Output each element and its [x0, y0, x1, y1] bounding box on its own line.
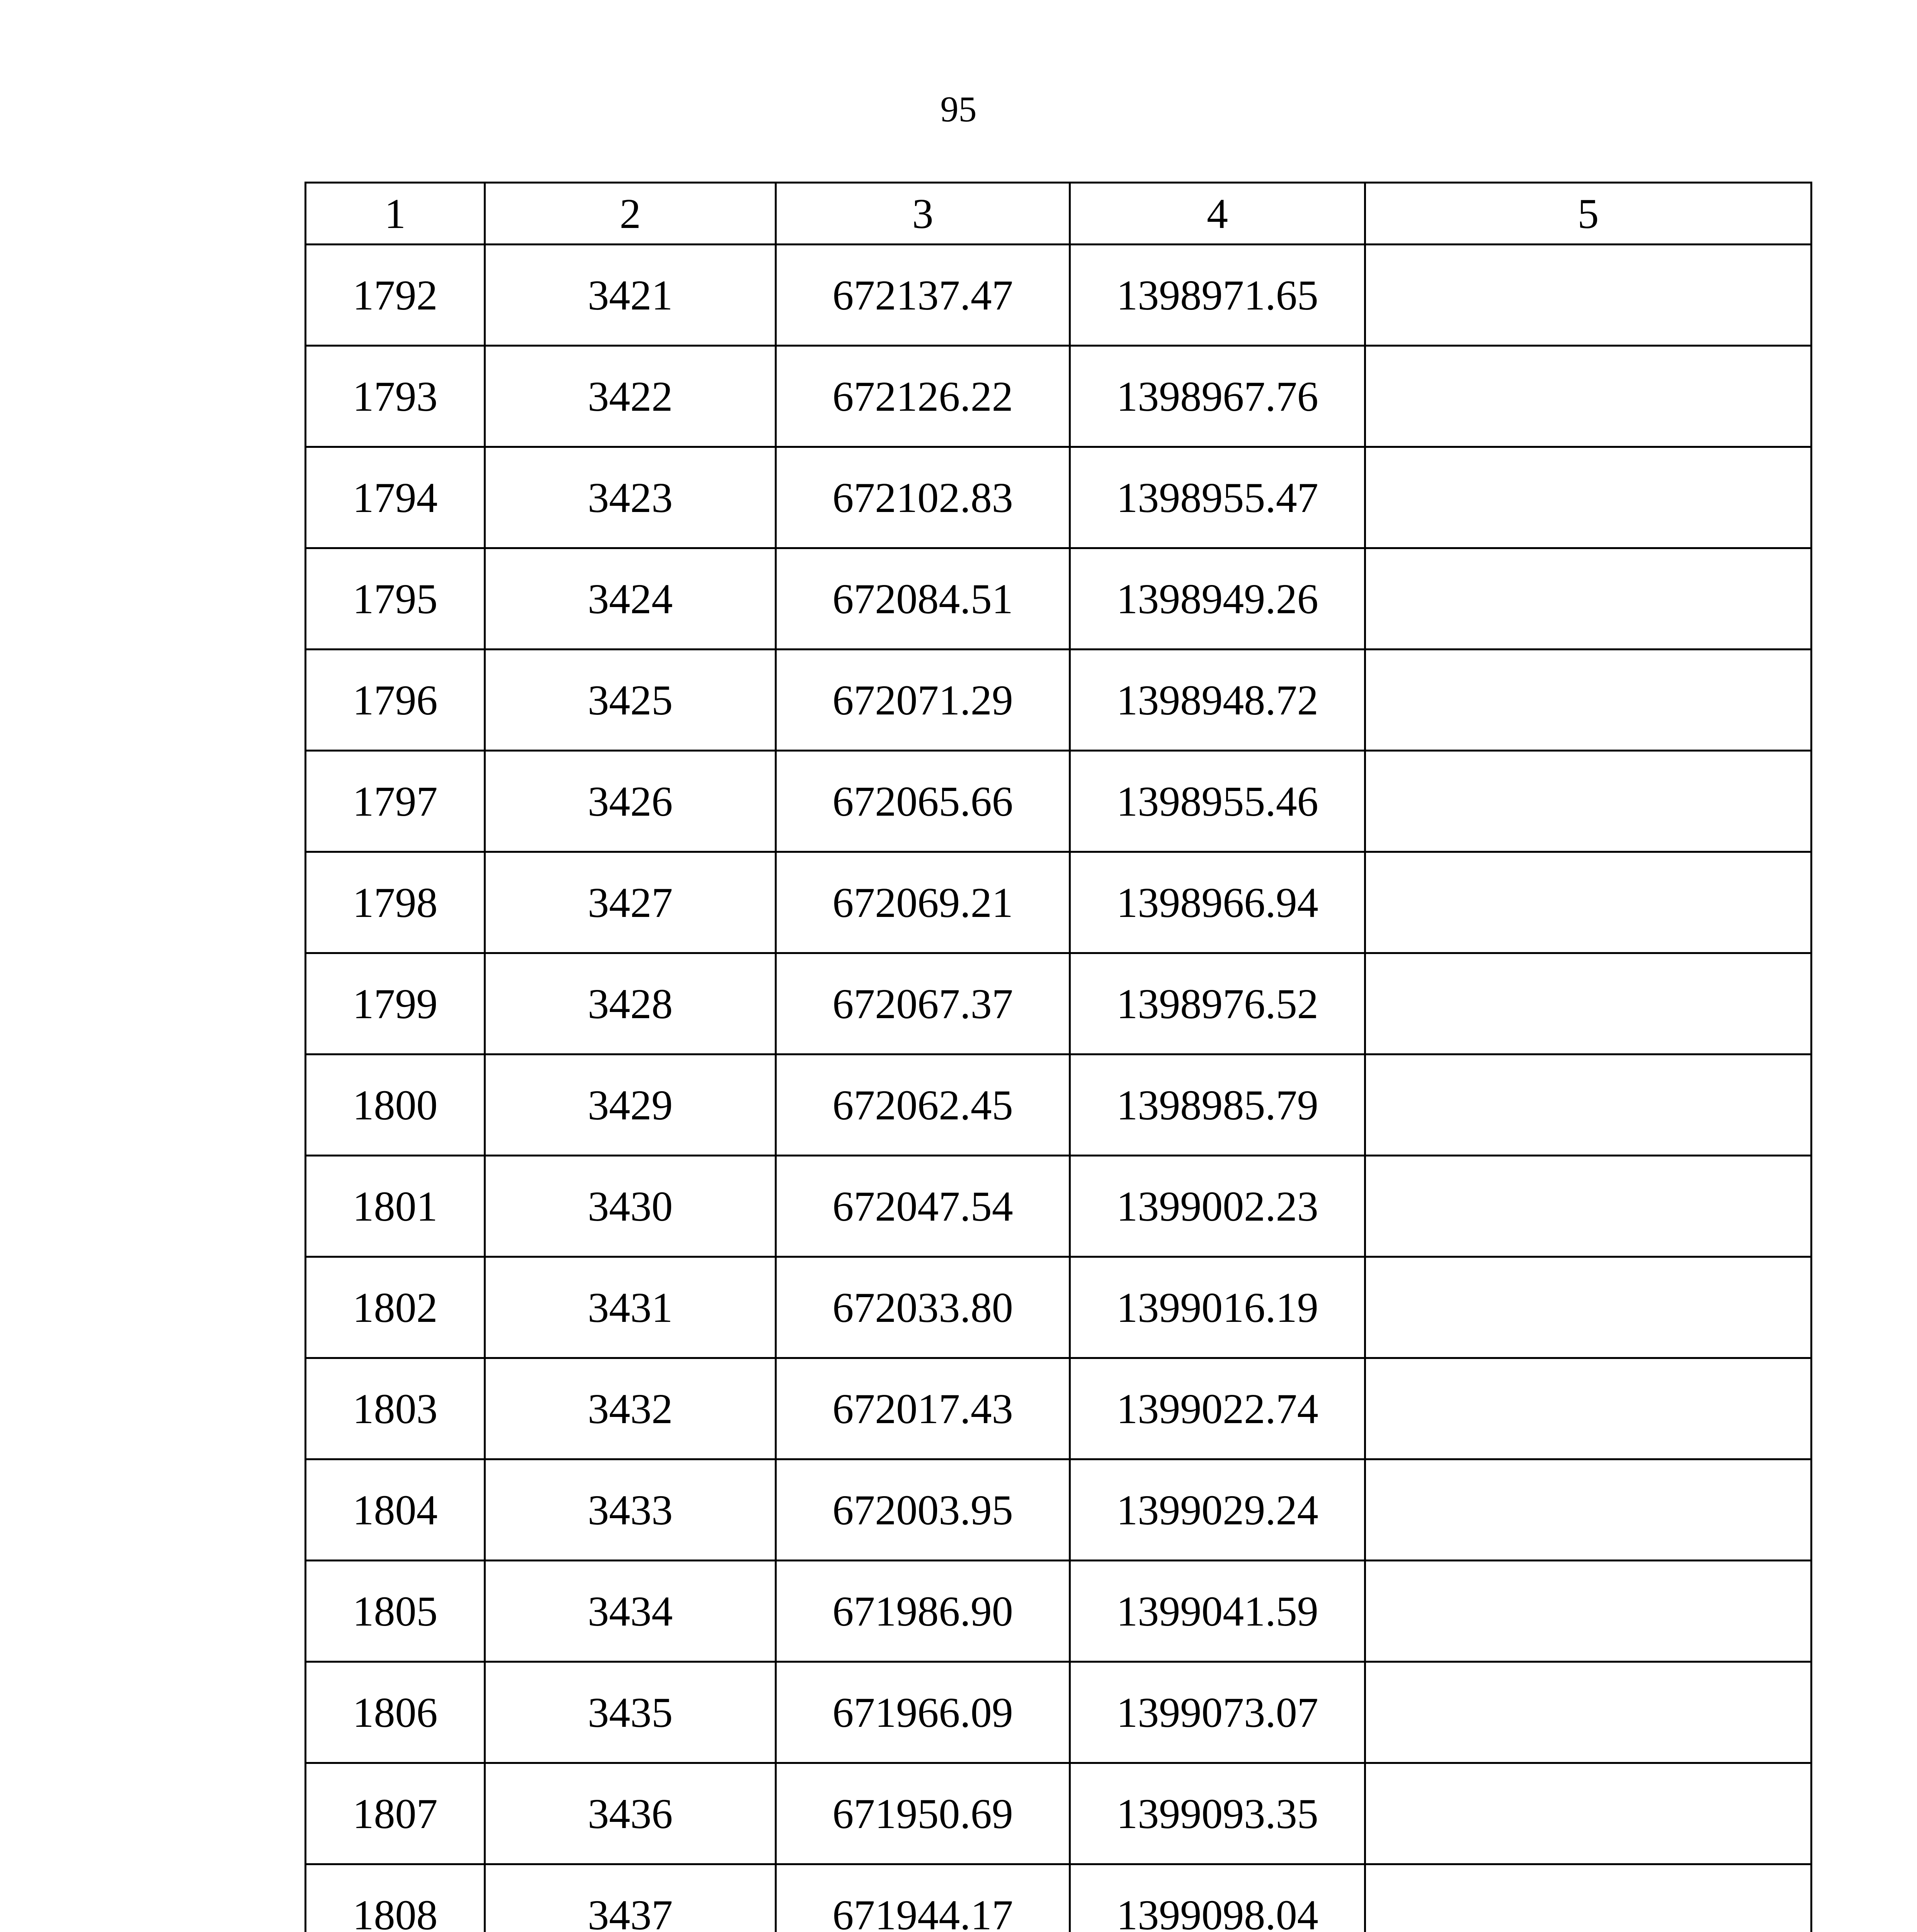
cell-station: 3431 [485, 1257, 776, 1358]
header-row [306, 183, 1812, 245]
table-row [306, 1662, 1812, 1763]
column-header-1: 1 [306, 183, 485, 245]
cell-point-number: 1796 [306, 650, 485, 751]
cell-station: 3427 [485, 852, 776, 953]
cell-x-coordinate: 672017.43 [776, 1358, 1070, 1459]
cell-notes [1365, 548, 1812, 650]
cell-point-number: 1808 [306, 1864, 485, 1932]
cell-notes [1365, 1054, 1812, 1156]
cell-notes [1365, 346, 1812, 447]
table-row [306, 1763, 1812, 1864]
cell-y-coordinate: 1398955.47 [1070, 447, 1365, 548]
cell-y-coordinate: 1398966.94 [1070, 852, 1365, 953]
cell-station: 3421 [485, 245, 776, 346]
cell-x-coordinate: 672126.22 [776, 346, 1070, 447]
cell-x-coordinate: 672062.45 [776, 1054, 1070, 1156]
cell-notes [1365, 650, 1812, 751]
cell-station: 3437 [485, 1864, 776, 1932]
cell-y-coordinate: 1398949.26 [1070, 548, 1365, 650]
cell-station: 3428 [485, 953, 776, 1054]
cell-notes [1365, 751, 1812, 852]
cell-x-coordinate: 672069.21 [776, 852, 1070, 953]
cell-point-number: 1793 [306, 346, 485, 447]
cell-notes [1365, 953, 1812, 1054]
cell-y-coordinate: 1398976.52 [1070, 953, 1365, 1054]
cell-x-coordinate: 672084.51 [776, 548, 1070, 650]
page-number: 95 [940, 89, 977, 129]
cell-notes [1365, 245, 1812, 346]
cell-station: 3433 [485, 1459, 776, 1561]
cell-point-number: 1795 [306, 548, 485, 650]
cell-station: 3423 [485, 447, 776, 548]
table-row [306, 1054, 1812, 1156]
cell-y-coordinate: 1398985.79 [1070, 1054, 1365, 1156]
table-row [306, 650, 1812, 751]
cell-y-coordinate: 1399016.19 [1070, 1257, 1365, 1358]
cell-x-coordinate: 672071.29 [776, 650, 1070, 751]
coordinates-table [304, 182, 1812, 1932]
cell-x-coordinate: 671944.17 [776, 1864, 1070, 1932]
table-row [306, 245, 1812, 346]
cell-notes [1365, 1561, 1812, 1662]
column-header-5: 5 [1365, 183, 1812, 245]
table-row [306, 1864, 1812, 1932]
cell-notes [1365, 1358, 1812, 1459]
cell-x-coordinate: 672047.54 [776, 1156, 1070, 1257]
column-header-3: 3 [776, 183, 1070, 245]
cell-y-coordinate: 1398971.65 [1070, 245, 1365, 346]
table-row [306, 1156, 1812, 1257]
table-row [306, 1257, 1812, 1358]
table-row [306, 1561, 1812, 1662]
cell-x-coordinate: 672102.83 [776, 447, 1070, 548]
cell-point-number: 1805 [306, 1561, 485, 1662]
cell-notes [1365, 447, 1812, 548]
cell-point-number: 1800 [306, 1054, 485, 1156]
cell-station: 3429 [485, 1054, 776, 1156]
cell-station: 3435 [485, 1662, 776, 1763]
cell-station: 3425 [485, 650, 776, 751]
cell-x-coordinate: 671966.09 [776, 1662, 1070, 1763]
cell-x-coordinate: 672003.95 [776, 1459, 1070, 1561]
column-header-2: 2 [485, 183, 776, 245]
cell-y-coordinate: 1399041.59 [1070, 1561, 1365, 1662]
table-body [306, 245, 1812, 1932]
table-row [306, 953, 1812, 1054]
cell-point-number: 1803 [306, 1358, 485, 1459]
cell-station: 3430 [485, 1156, 776, 1257]
cell-x-coordinate: 671950.69 [776, 1763, 1070, 1864]
cell-point-number: 1794 [306, 447, 485, 548]
table-header [306, 183, 1812, 245]
cell-x-coordinate: 671986.90 [776, 1561, 1070, 1662]
cell-y-coordinate: 1399073.07 [1070, 1662, 1365, 1763]
cell-y-coordinate: 1399029.24 [1070, 1459, 1365, 1561]
cell-station: 3432 [485, 1358, 776, 1459]
cell-notes [1365, 852, 1812, 953]
table-row [306, 1358, 1812, 1459]
cell-x-coordinate: 672033.80 [776, 1257, 1070, 1358]
cell-point-number: 1807 [306, 1763, 485, 1864]
table-row [306, 447, 1812, 548]
cell-point-number: 1804 [306, 1459, 485, 1561]
cell-notes [1365, 1864, 1812, 1932]
cell-y-coordinate: 1399093.35 [1070, 1763, 1365, 1864]
table-row [306, 1459, 1812, 1561]
cell-y-coordinate: 1398948.72 [1070, 650, 1365, 751]
cell-station: 3424 [485, 548, 776, 650]
cell-notes [1365, 1257, 1812, 1358]
cell-x-coordinate: 672137.47 [776, 245, 1070, 346]
table-row [306, 346, 1812, 447]
cell-point-number: 1802 [306, 1257, 485, 1358]
cell-point-number: 1798 [306, 852, 485, 953]
cell-notes [1365, 1662, 1812, 1763]
cell-station: 3436 [485, 1763, 776, 1864]
cell-notes [1365, 1763, 1812, 1864]
cell-y-coordinate: 1399022.74 [1070, 1358, 1365, 1459]
table-row [306, 852, 1812, 953]
cell-point-number: 1799 [306, 953, 485, 1054]
cell-station: 3434 [485, 1561, 776, 1662]
cell-point-number: 1792 [306, 245, 485, 346]
cell-y-coordinate: 1399098.04 [1070, 1864, 1365, 1932]
cell-notes [1365, 1459, 1812, 1561]
table-row [306, 751, 1812, 852]
cell-point-number: 1797 [306, 751, 485, 852]
table-row [306, 548, 1812, 650]
cell-point-number: 1801 [306, 1156, 485, 1257]
cell-station: 3426 [485, 751, 776, 852]
cell-x-coordinate: 672065.66 [776, 751, 1070, 852]
cell-y-coordinate: 1399002.23 [1070, 1156, 1365, 1257]
column-header-4: 4 [1070, 183, 1365, 245]
cell-y-coordinate: 1398955.46 [1070, 751, 1365, 852]
cell-point-number: 1806 [306, 1662, 485, 1763]
cell-y-coordinate: 1398967.76 [1070, 346, 1365, 447]
cell-notes [1365, 1156, 1812, 1257]
cell-x-coordinate: 672067.37 [776, 953, 1070, 1054]
cell-station: 3422 [485, 346, 776, 447]
